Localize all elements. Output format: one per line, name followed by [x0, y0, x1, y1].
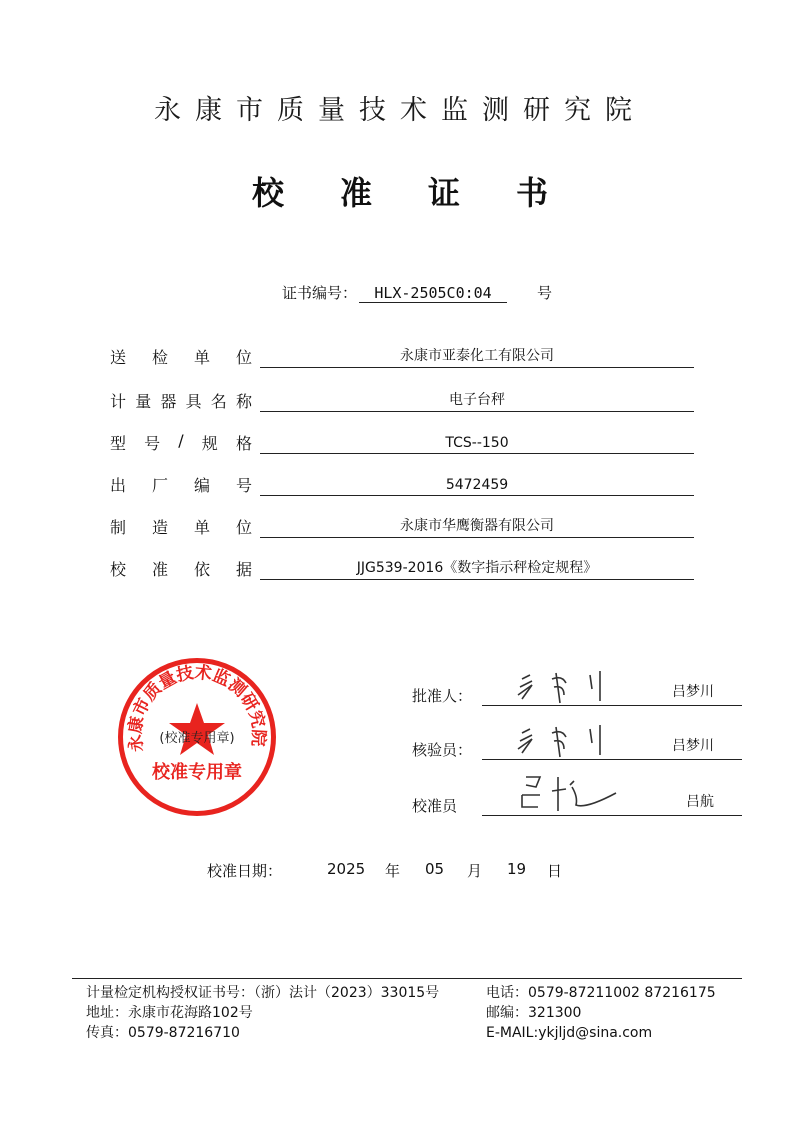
- field-serial-number: [110, 470, 694, 496]
- field-label: 制 造 单 位: [110, 518, 252, 537]
- svg-text:永康市质量技术监测研究院: 永康市质量技术监测研究院: [125, 663, 269, 754]
- field-instrument-name: [110, 386, 694, 412]
- footer-email: E-MAIL:ykjljd@sina.com: [486, 1025, 653, 1041]
- field-value: 电子台秤: [260, 389, 694, 412]
- signature-name: 吕梦川: [672, 738, 714, 754]
- field-model-spec: [110, 428, 694, 454]
- footer-phone: 电话：0579-87211002 87216175: [486, 985, 716, 1001]
- seal-graphic: [123, 663, 271, 811]
- handwritten-signature: [512, 771, 662, 815]
- calibration-date: [207, 860, 562, 881]
- field-label: 校 准 依 据: [110, 560, 252, 579]
- certificate-number: [282, 282, 552, 303]
- footer-right: [486, 983, 716, 1043]
- footer-postcode: 邮编：321300: [486, 1005, 582, 1021]
- svg-text:(校准专用章): (校准专用章): [159, 731, 235, 746]
- date-month: 05: [425, 860, 445, 878]
- organization-name: 永康市质量技术监测研究院: [154, 95, 646, 126]
- footer-address: 地址：永康市花海路102号: [86, 1005, 253, 1021]
- official-seal: [118, 658, 276, 816]
- handwritten-signature: [512, 719, 642, 759]
- field-label: 送 检 单 位: [110, 348, 252, 367]
- star-icon: [169, 703, 225, 755]
- svg-text:校准专用章: 校准专用章: [152, 762, 242, 783]
- field-value: 5472459: [260, 477, 694, 496]
- date-year: 2025: [327, 860, 366, 878]
- field-value: 永康市华鹰衡器有限公司: [260, 515, 694, 538]
- signature-verifier: [412, 730, 742, 760]
- handwritten-signature: [512, 665, 642, 705]
- signature-calibrator: [412, 786, 742, 816]
- certificate-number-label: 证书编号：: [282, 284, 358, 302]
- date-month-unit: 月: [467, 862, 483, 880]
- signature-line: [482, 729, 742, 760]
- field-value: TCS--150: [260, 435, 694, 454]
- field-label: 计 量 器 具 名 称: [110, 392, 252, 411]
- footer-authorization: 计量检定机构授权证书号：（浙）法计（2023）33015号: [86, 985, 440, 1001]
- field-value: 永康市亚泰化工有限公司: [260, 345, 694, 368]
- field-label: 出 厂 编 号: [110, 476, 252, 495]
- field-calibration-basis: [110, 554, 694, 580]
- certificate-number-value: HLX-2505C0:04: [359, 284, 507, 303]
- signature-label: 核验员：: [412, 741, 473, 759]
- signature-label: 校准员: [412, 797, 458, 815]
- field-manufacturer: [110, 512, 694, 538]
- signature-line: [482, 675, 742, 706]
- footer-fax: 传真：0579-87216710: [86, 1025, 240, 1041]
- document-title: 校准证书: [251, 174, 604, 212]
- signature-approver: [412, 676, 742, 706]
- date-label: 校准日期：: [207, 862, 283, 880]
- footer-left: [86, 983, 439, 1043]
- certificate-number-suffix: 号: [537, 284, 553, 302]
- field-value: JJG539-2016《数字指示秤检定规程》: [260, 557, 694, 580]
- signature-name: 吕梦川: [672, 684, 714, 700]
- footer-divider: [72, 978, 742, 979]
- date-year-unit: 年: [385, 862, 401, 880]
- signature-line: [482, 785, 742, 816]
- field-submitting-unit: [110, 342, 694, 368]
- field-label: 型 号 / 规 格: [110, 431, 252, 453]
- date-day-unit: 日: [547, 862, 563, 880]
- date-day: 19: [507, 860, 527, 878]
- signature-label: 批准人：: [412, 687, 473, 705]
- signature-name: 吕航: [686, 794, 714, 810]
